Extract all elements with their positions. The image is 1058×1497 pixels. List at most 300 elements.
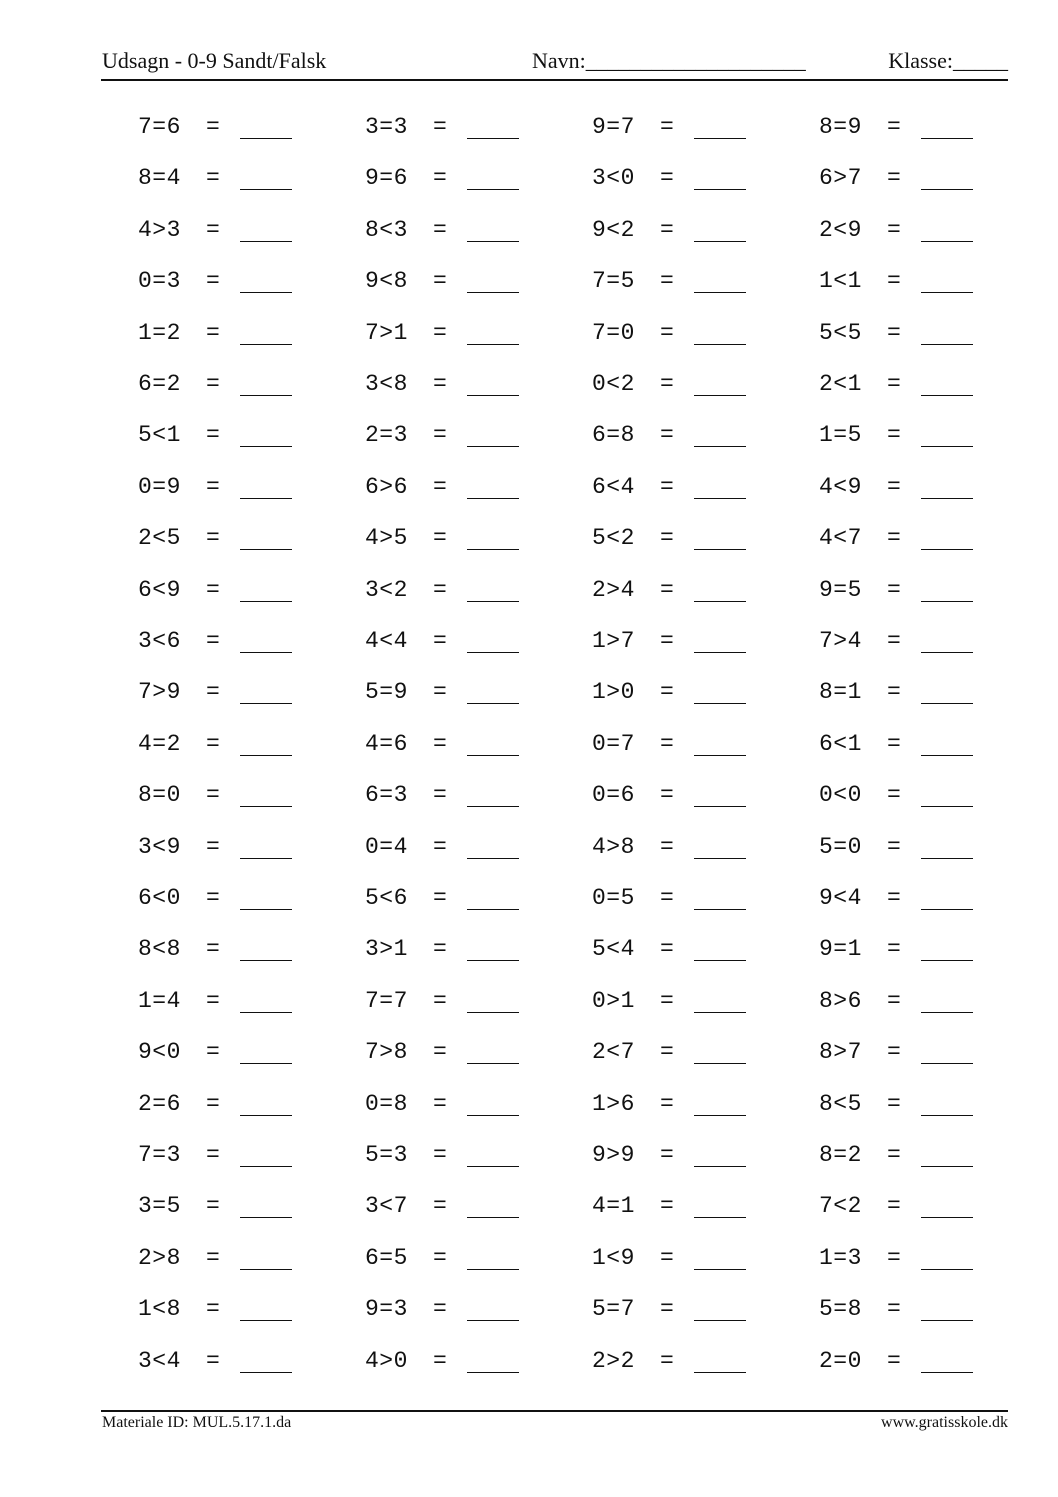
exercise-item	[138, 1183, 338, 1227]
exercise-item	[592, 875, 792, 919]
exercise-row	[0, 1081, 1058, 1125]
answer-blank[interactable]	[921, 703, 973, 704]
answer-blank[interactable]	[467, 652, 519, 653]
answer-blank[interactable]	[921, 601, 973, 602]
equals-sign: =	[206, 525, 220, 552]
exercise-item	[365, 772, 565, 816]
statement: 3<8	[365, 371, 408, 397]
answer-blank[interactable]	[240, 395, 292, 396]
statement: 1>7	[592, 628, 635, 654]
header-divider	[101, 79, 1008, 81]
answer-blank[interactable]	[467, 1269, 519, 1270]
statement: 7>4	[819, 628, 862, 654]
statement: 5=0	[819, 833, 862, 860]
exercise-item	[138, 926, 338, 970]
answer-blank[interactable]	[921, 1320, 973, 1321]
exercise-item	[819, 1029, 1019, 1073]
exercise-item	[138, 669, 338, 713]
answer-blank[interactable]	[467, 189, 519, 190]
statement: 8=2	[819, 1142, 862, 1168]
statement: 5=8	[819, 1296, 862, 1323]
statement: 0=4	[365, 833, 408, 860]
statement: 5=9	[365, 679, 408, 706]
exercise-item	[819, 464, 1019, 508]
equals-sign: =	[887, 114, 901, 140]
exercise-item	[138, 567, 338, 611]
exercise-item	[365, 618, 565, 662]
statement: 8=4	[138, 165, 181, 192]
exercise-item	[365, 721, 565, 765]
exercise-row	[0, 875, 1058, 919]
equals-sign: =	[206, 730, 220, 757]
exercise-item	[592, 207, 792, 251]
equals-sign: =	[206, 1039, 220, 1066]
exercise-item	[592, 464, 792, 508]
answer-blank[interactable]	[240, 755, 292, 756]
equals-sign: =	[433, 1142, 447, 1168]
answer-blank[interactable]	[694, 1115, 746, 1116]
equals-sign: =	[887, 1347, 901, 1374]
exercise-item	[819, 618, 1019, 662]
answer-blank[interactable]	[921, 1372, 973, 1373]
statement: 2>4	[592, 576, 635, 603]
equals-sign: =	[433, 679, 447, 706]
statement: 8>6	[819, 987, 862, 1014]
answer-blank[interactable]	[694, 292, 746, 293]
exercise-item	[138, 207, 338, 251]
statement: 2>8	[138, 1244, 181, 1271]
equals-sign: =	[433, 165, 447, 192]
answer-blank[interactable]	[694, 1372, 746, 1373]
statement: 1=4	[138, 987, 181, 1014]
answer-blank[interactable]	[467, 1166, 519, 1167]
equals-sign: =	[660, 473, 674, 500]
answer-blank[interactable]	[921, 498, 973, 499]
statement: 5=7	[592, 1296, 635, 1323]
answer-blank[interactable]	[240, 549, 292, 550]
statement: 6>6	[365, 473, 408, 500]
equals-sign: =	[887, 1244, 901, 1271]
answer-blank[interactable]	[240, 1320, 292, 1321]
statement: 7=7	[365, 987, 408, 1014]
equals-sign: =	[887, 576, 901, 603]
answer-blank[interactable]	[694, 549, 746, 550]
answer-blank[interactable]	[694, 395, 746, 396]
equals-sign: =	[206, 216, 220, 243]
answer-blank[interactable]	[694, 498, 746, 499]
answer-blank[interactable]	[467, 858, 519, 859]
exercise-item	[138, 875, 338, 919]
exercise-item	[819, 104, 1019, 148]
exercise-item	[592, 1338, 792, 1382]
answer-blank[interactable]	[921, 806, 973, 807]
answer-blank[interactable]	[694, 1166, 746, 1167]
exercise-item	[819, 361, 1019, 405]
answer-blank[interactable]	[467, 909, 519, 910]
answer-blank[interactable]	[921, 446, 973, 447]
exercise-item	[592, 104, 792, 148]
equals-sign: =	[660, 1347, 674, 1374]
answer-blank[interactable]	[467, 292, 519, 293]
answer-blank[interactable]	[694, 703, 746, 704]
exercise-item	[592, 824, 792, 868]
answer-blank[interactable]	[694, 960, 746, 961]
answer-blank[interactable]	[694, 601, 746, 602]
equals-sign: =	[660, 1296, 674, 1323]
answer-blank[interactable]	[240, 1372, 292, 1373]
answer-blank[interactable]	[467, 601, 519, 602]
statement: 2<7	[592, 1039, 635, 1066]
statement: 4=2	[138, 730, 181, 757]
statement: 0=9	[138, 473, 181, 500]
answer-blank[interactable]	[921, 138, 973, 139]
answer-blank[interactable]	[921, 549, 973, 550]
equals-sign: =	[887, 782, 901, 809]
exercise-item	[365, 669, 565, 713]
exercise-row	[0, 1286, 1058, 1330]
statement: 9=5	[819, 576, 862, 603]
statement: 5<1	[138, 422, 181, 449]
class-field[interactable]: Klasse:_____	[888, 48, 1008, 73]
answer-blank[interactable]	[694, 1269, 746, 1270]
answer-blank[interactable]	[467, 549, 519, 550]
statement: 3<2	[365, 576, 408, 603]
answer-blank[interactable]	[694, 1320, 746, 1321]
answer-blank[interactable]	[694, 241, 746, 242]
statement: 5<6	[365, 885, 408, 911]
exercise-item	[138, 104, 338, 148]
exercise-item	[138, 361, 338, 405]
answer-blank[interactable]	[694, 652, 746, 653]
answer-blank[interactable]	[240, 1063, 292, 1064]
answer-blank[interactable]	[240, 1166, 292, 1167]
equals-sign: =	[433, 782, 447, 809]
equals-sign: =	[660, 782, 674, 809]
answer-blank[interactable]	[694, 446, 746, 447]
answer-blank[interactable]	[240, 909, 292, 910]
statement: 7=5	[592, 268, 635, 295]
statement: 9=1	[819, 936, 862, 963]
answer-blank[interactable]	[240, 498, 292, 499]
statement: 4>0	[365, 1347, 408, 1374]
equals-sign: =	[206, 576, 220, 603]
answer-blank[interactable]	[240, 601, 292, 602]
answer-blank[interactable]	[240, 960, 292, 961]
equals-sign: =	[660, 576, 674, 603]
equals-sign: =	[433, 268, 447, 295]
statement: 3<0	[592, 165, 635, 192]
answer-blank[interactable]	[240, 344, 292, 345]
equals-sign: =	[887, 628, 901, 654]
statement: 6=5	[365, 1244, 408, 1271]
exercise-row	[0, 1132, 1058, 1176]
footer-divider	[101, 1410, 1008, 1412]
statement: 3=5	[138, 1193, 181, 1220]
exercise-item	[365, 1183, 565, 1227]
exercise-row	[0, 926, 1058, 970]
answer-blank[interactable]	[467, 960, 519, 961]
equals-sign: =	[887, 525, 901, 552]
answer-blank[interactable]	[240, 1012, 292, 1013]
answer-blank[interactable]	[694, 1012, 746, 1013]
equals-sign: =	[433, 371, 447, 397]
answer-blank[interactable]	[240, 1269, 292, 1270]
exercise-item	[138, 772, 338, 816]
answer-blank[interactable]	[240, 858, 292, 859]
answer-blank[interactable]	[467, 755, 519, 756]
statement: 7=6	[138, 114, 181, 140]
answer-blank[interactable]	[921, 1012, 973, 1013]
exercise-row	[0, 464, 1058, 508]
statement: 8=9	[819, 114, 862, 140]
statement: 1<8	[138, 1296, 181, 1323]
exercise-item	[592, 978, 792, 1022]
answer-blank[interactable]	[467, 498, 519, 499]
exercise-item	[592, 412, 792, 456]
statement: 2>2	[592, 1347, 635, 1374]
answer-blank[interactable]	[240, 1115, 292, 1116]
exercise-item	[592, 1029, 792, 1073]
statement: 5<2	[592, 525, 635, 552]
equals-sign: =	[660, 628, 674, 654]
exercise-row	[0, 772, 1058, 816]
exercise-item	[819, 1183, 1019, 1227]
equals-sign: =	[887, 833, 901, 860]
answer-blank[interactable]	[240, 241, 292, 242]
statement: 3<4	[138, 1347, 181, 1374]
answer-blank[interactable]	[921, 344, 973, 345]
exercise-row	[0, 1235, 1058, 1279]
equals-sign: =	[660, 525, 674, 552]
statement: 2=3	[365, 422, 408, 449]
equals-sign: =	[660, 833, 674, 860]
statement: 8<5	[819, 1090, 862, 1117]
equals-sign: =	[433, 1244, 447, 1271]
equals-sign: =	[206, 268, 220, 295]
answer-blank[interactable]	[694, 806, 746, 807]
statement: 0=3	[138, 268, 181, 295]
equals-sign: =	[206, 1296, 220, 1323]
equals-sign: =	[206, 114, 220, 140]
exercise-item	[592, 515, 792, 559]
answer-blank[interactable]	[467, 446, 519, 447]
answer-blank[interactable]	[467, 1217, 519, 1218]
equals-sign: =	[433, 1039, 447, 1066]
answer-blank[interactable]	[694, 909, 746, 910]
answer-blank[interactable]	[240, 138, 292, 139]
exercise-item	[819, 926, 1019, 970]
equals-sign: =	[433, 422, 447, 449]
exercise-item	[365, 412, 565, 456]
equals-sign: =	[887, 473, 901, 500]
equals-sign: =	[433, 216, 447, 243]
exercise-item	[138, 464, 338, 508]
answer-blank[interactable]	[467, 241, 519, 242]
answer-blank[interactable]	[694, 858, 746, 859]
answer-blank[interactable]	[694, 1063, 746, 1064]
statement: 0=7	[592, 730, 635, 757]
exercise-row	[0, 618, 1058, 662]
answer-blank[interactable]	[921, 1269, 973, 1270]
answer-blank[interactable]	[921, 189, 973, 190]
statement: 3<9	[138, 833, 181, 860]
equals-sign: =	[206, 1090, 220, 1117]
exercise-item	[592, 772, 792, 816]
statement: 4>5	[365, 525, 408, 552]
equals-sign: =	[206, 165, 220, 192]
exercise-item	[365, 361, 565, 405]
exercise-item	[592, 1132, 792, 1176]
equals-sign: =	[887, 319, 901, 346]
equals-sign: =	[433, 319, 447, 346]
exercise-item	[819, 721, 1019, 765]
answer-blank[interactable]	[467, 344, 519, 345]
exercise-row	[0, 1338, 1058, 1382]
name-field[interactable]: Navn:____________________	[532, 48, 806, 73]
answer-blank[interactable]	[921, 1166, 973, 1167]
statement: 7>9	[138, 679, 181, 706]
answer-blank[interactable]	[240, 652, 292, 653]
equals-sign: =	[660, 885, 674, 911]
answer-blank[interactable]	[240, 189, 292, 190]
exercise-item	[138, 1029, 338, 1073]
statement: 5<4	[592, 936, 635, 963]
exercise-row	[0, 258, 1058, 302]
statement: 6=2	[138, 371, 181, 397]
statement: 8<8	[138, 936, 181, 963]
statement: 8>7	[819, 1039, 862, 1066]
answer-blank[interactable]	[467, 1115, 519, 1116]
exercise-item	[819, 1235, 1019, 1279]
statement: 9=3	[365, 1296, 408, 1323]
statement: 8=1	[819, 679, 862, 706]
answer-blank[interactable]	[240, 1217, 292, 1218]
website-link[interactable]: www.gratisskole.dk	[881, 1414, 1008, 1431]
exercise-item	[138, 310, 338, 354]
equals-sign: =	[433, 473, 447, 500]
answer-blank[interactable]	[467, 703, 519, 704]
answer-blank[interactable]	[467, 1372, 519, 1373]
answer-blank[interactable]	[921, 1115, 973, 1116]
answer-blank[interactable]	[921, 292, 973, 293]
equals-sign: =	[433, 576, 447, 603]
statement: 1=2	[138, 319, 181, 346]
statement: 6<0	[138, 885, 181, 911]
equals-sign: =	[660, 114, 674, 140]
equals-sign: =	[660, 1039, 674, 1066]
exercise-item	[365, 1338, 565, 1382]
equals-sign: =	[433, 1193, 447, 1220]
equals-sign: =	[660, 216, 674, 243]
answer-blank[interactable]	[694, 189, 746, 190]
equals-sign: =	[887, 679, 901, 706]
equals-sign: =	[660, 1142, 674, 1168]
answer-blank[interactable]	[467, 1012, 519, 1013]
statement: 1<1	[819, 268, 862, 295]
exercise-row	[0, 567, 1058, 611]
answer-blank[interactable]	[694, 344, 746, 345]
exercise-item	[819, 1338, 1019, 1382]
worksheet-header	[102, 44, 1008, 80]
answer-blank[interactable]	[467, 395, 519, 396]
answer-blank[interactable]	[921, 652, 973, 653]
statement: 4=1	[592, 1193, 635, 1220]
exercise-item	[819, 669, 1019, 713]
equals-sign: =	[206, 885, 220, 911]
statement: 1=5	[819, 422, 862, 449]
answer-blank[interactable]	[921, 755, 973, 756]
statement: 6<1	[819, 730, 862, 757]
equals-sign: =	[887, 371, 901, 397]
equals-sign: =	[660, 268, 674, 295]
answer-blank[interactable]	[921, 395, 973, 396]
equals-sign: =	[887, 1142, 901, 1168]
answer-blank[interactable]	[694, 138, 746, 139]
statement: 1<9	[592, 1244, 635, 1271]
answer-blank[interactable]	[694, 1217, 746, 1218]
statement: 9<2	[592, 216, 635, 243]
answer-blank[interactable]	[467, 1320, 519, 1321]
answer-blank[interactable]	[921, 241, 973, 242]
answer-blank[interactable]	[240, 703, 292, 704]
exercise-item	[365, 104, 565, 148]
exercise-item	[365, 1235, 565, 1279]
statement: 4<9	[819, 473, 862, 500]
statement: 7>8	[365, 1039, 408, 1066]
answer-blank[interactable]	[240, 446, 292, 447]
exercise-item	[592, 258, 792, 302]
exercise-item	[819, 207, 1019, 251]
answer-blank[interactable]	[921, 1063, 973, 1064]
statement: 4=6	[365, 730, 408, 757]
answer-blank[interactable]	[694, 755, 746, 756]
answer-blank[interactable]	[240, 806, 292, 807]
equals-sign: =	[206, 1142, 220, 1168]
worksheet-title: Udsagn - 0-9 Sandt/Falsk	[102, 48, 327, 73]
statement: 7=0	[592, 319, 635, 346]
exercise-item	[138, 721, 338, 765]
exercise-row	[0, 978, 1058, 1022]
exercise-item	[592, 926, 792, 970]
answer-blank[interactable]	[240, 292, 292, 293]
exercise-row	[0, 310, 1058, 354]
equals-sign: =	[206, 422, 220, 449]
exercise-row	[0, 515, 1058, 559]
equals-sign: =	[433, 833, 447, 860]
exercise-item	[819, 258, 1019, 302]
answer-blank[interactable]	[467, 806, 519, 807]
statement: 3>1	[365, 936, 408, 963]
statement: 1=3	[819, 1244, 862, 1271]
equals-sign: =	[206, 679, 220, 706]
answer-blank[interactable]	[467, 1063, 519, 1064]
answer-blank[interactable]	[921, 909, 973, 910]
answer-blank[interactable]	[467, 138, 519, 139]
answer-blank[interactable]	[921, 1217, 973, 1218]
exercise-item	[138, 824, 338, 868]
material-id: Materiale ID: MUL.5.17.1.da	[102, 1414, 292, 1431]
equals-sign: =	[433, 885, 447, 911]
exercise-row	[0, 412, 1058, 456]
exercise-item	[138, 618, 338, 662]
answer-blank[interactable]	[921, 858, 973, 859]
exercise-row	[0, 1029, 1058, 1073]
exercise-item	[592, 1081, 792, 1125]
equals-sign: =	[433, 525, 447, 552]
answer-blank[interactable]	[921, 960, 973, 961]
equals-sign: =	[887, 730, 901, 757]
exercise-row	[0, 155, 1058, 199]
